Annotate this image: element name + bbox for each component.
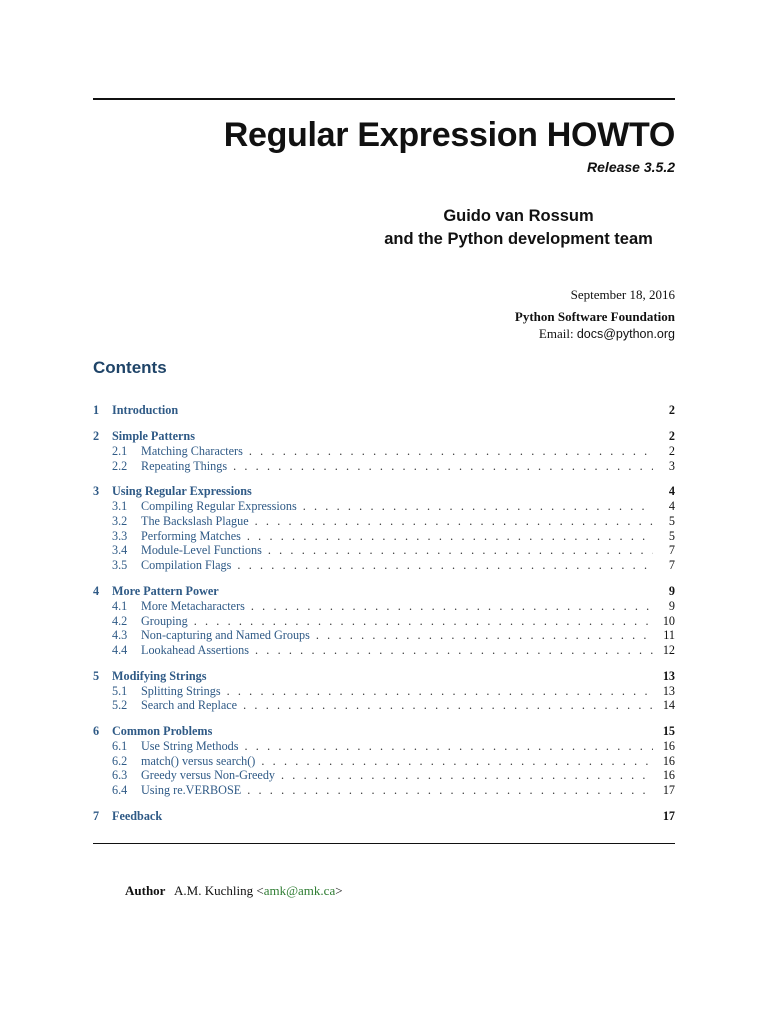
toc-chapter-number: 5 [93, 668, 100, 683]
toc-entry-chapter[interactable] [93, 669, 675, 684]
toc-entry-subsection[interactable] [93, 739, 675, 754]
toc-dot-leader [303, 499, 653, 514]
author-line [125, 883, 343, 899]
toc-page-number: 2 [668, 403, 675, 417]
toc-subsection-title[interactable]: Greedy versus Non-Greedy [141, 768, 276, 783]
toc-entry-subsection[interactable] [93, 558, 675, 573]
toc-page-number: 9 [668, 598, 675, 613]
toc-section [93, 484, 675, 572]
toc-section [93, 724, 675, 798]
toc-chapter-number: 7 [93, 808, 100, 823]
toc-subsection-title[interactable]: Splitting Strings [141, 683, 221, 698]
toc-dot-leader [245, 739, 654, 754]
toc-subsection-title[interactable]: Performing Matches [141, 528, 241, 543]
toc-entry-subsection[interactable] [93, 754, 675, 769]
toc-dot-leader [243, 698, 653, 713]
toc-page-number: 2 [668, 429, 675, 443]
toc-subsection-title[interactable]: Use String Methods [141, 738, 239, 753]
toc-entry-subsection[interactable] [93, 543, 675, 558]
toc-dot-leader [268, 543, 653, 558]
toc-page-number: 2 [668, 444, 675, 458]
toc-page-number: 5 [668, 514, 675, 529]
toc-page-number: 10 [662, 613, 675, 628]
title-block [224, 112, 675, 176]
toc-chapter-title[interactable]: Simple Patterns [112, 429, 195, 443]
top-rule [93, 98, 675, 100]
toc-subsection-title[interactable]: Compilation Flags [141, 558, 232, 573]
toc-entry-subsection[interactable] [93, 459, 675, 474]
toc-section [93, 403, 675, 418]
toc-page-number: 17 [662, 783, 675, 797]
toc-section [93, 809, 675, 824]
toc-dot-leader [237, 558, 653, 573]
toc-subsection-number: 2.2 [112, 458, 128, 473]
toc-chapter-title[interactable]: Introduction [112, 403, 179, 417]
bottom-rule [93, 843, 675, 844]
toc-subsection-title[interactable]: Module-Level Functions [141, 543, 262, 558]
toc-entry-chapter[interactable] [93, 809, 675, 824]
author-email-link[interactable]: amk@amk.ca [263, 883, 336, 898]
toc-entry-subsection[interactable] [93, 643, 675, 658]
document-title: Regular Expression HOWTO [223, 116, 675, 154]
toc-section [93, 584, 675, 658]
table-of-contents [93, 403, 675, 835]
toc-subsection-number: 3.2 [112, 514, 128, 529]
toc-subsection-number: 4.3 [112, 628, 128, 643]
toc-chapter-number: 3 [93, 484, 100, 499]
toc-subsection-title[interactable]: The Backslash Plague [141, 514, 249, 529]
toc-dot-leader [247, 783, 653, 798]
toc-section [93, 669, 675, 713]
toc-chapter-number: 6 [93, 723, 100, 738]
toc-dot-leader [233, 459, 653, 474]
toc-page-number: 12 [662, 642, 675, 657]
toc-chapter-title[interactable]: Feedback [112, 808, 163, 823]
toc-chapter-number: 2 [93, 429, 100, 443]
toc-subsection-title[interactable]: Using re.VERBOSE [141, 783, 242, 797]
author-email-open: < [256, 883, 264, 898]
toc-page-number: 15 [662, 723, 675, 738]
toc-entry-subsection[interactable] [93, 628, 675, 643]
toc-subsection-number: 6.3 [112, 768, 128, 783]
toc-page-number: 11 [663, 628, 675, 643]
toc-chapter-title[interactable]: Using Regular Expressions [112, 484, 252, 499]
toc-entry-subsection[interactable] [93, 684, 675, 699]
toc-entry-subsection[interactable] [93, 599, 675, 614]
organization: Python Software Foundation [514, 309, 675, 324]
toc-entry-subsection[interactable] [93, 444, 675, 459]
toc-subsection-title[interactable]: Non-capturing and Named Groups [141, 628, 310, 643]
toc-dot-leader [281, 768, 653, 783]
meta-block [515, 286, 675, 342]
toc-dot-leader [316, 628, 653, 643]
toc-subsection-title[interactable]: More Metacharacters [141, 598, 245, 613]
toc-subsection-title[interactable]: Compiling Regular Expressions [141, 499, 297, 514]
authors-line-1: Guido van Rossum [443, 207, 594, 225]
toc-page-number: 17 [662, 808, 675, 823]
toc-entry-chapter[interactable] [93, 403, 675, 418]
author-label: Author [125, 883, 166, 898]
toc-entry-subsection[interactable] [93, 514, 675, 529]
toc-subsection-number: 3.1 [112, 499, 128, 514]
toc-entry-chapter[interactable] [93, 484, 675, 499]
email-label: Email: [538, 326, 574, 341]
toc-page-number: 16 [662, 768, 675, 783]
toc-subsection-number: 4.2 [112, 613, 128, 628]
toc-page-number: 16 [662, 753, 675, 768]
toc-page-number: 4 [668, 499, 675, 514]
toc-dot-leader [261, 754, 653, 769]
toc-page-number: 13 [662, 683, 675, 698]
toc-page-number: 7 [668, 543, 675, 558]
toc-subsection-title[interactable]: Matching Characters [141, 444, 243, 458]
toc-subsection-number: 6.2 [112, 753, 128, 768]
toc-subsection-number: 3.5 [112, 558, 128, 573]
author-name: A.M. Kuchling [174, 883, 254, 898]
toc-page-number: 14 [662, 698, 675, 713]
toc-chapter-title[interactable]: More Pattern Power [112, 583, 219, 598]
toc-subsection-number: 2.1 [112, 444, 128, 458]
toc-subsection-title[interactable]: match() versus search() [141, 753, 256, 768]
email-line [515, 326, 675, 342]
toc-entry-subsection[interactable] [93, 783, 675, 798]
contents-heading: Contents [93, 358, 167, 377]
toc-dot-leader [255, 643, 653, 658]
toc-page-number: 9 [668, 583, 675, 598]
toc-page-number: 4 [668, 484, 675, 499]
toc-chapter-title[interactable]: Common Problems [112, 723, 213, 738]
toc-subsection-number: 6.4 [112, 783, 128, 797]
toc-chapter-number: 1 [93, 403, 100, 417]
author-email-close: > [335, 883, 343, 898]
toc-chapter-number: 4 [93, 583, 100, 598]
toc-dot-leader [227, 684, 653, 699]
toc-entry-chapter[interactable] [93, 724, 675, 739]
toc-dot-leader [255, 514, 653, 529]
toc-dot-leader [251, 599, 653, 614]
toc-page-number: 13 [662, 668, 675, 683]
toc-entry-subsection[interactable] [93, 768, 675, 783]
toc-subsection-title[interactable]: Grouping [141, 613, 188, 628]
toc-entry-chapter[interactable] [93, 429, 675, 444]
toc-subsection-title[interactable]: Repeating Things [141, 458, 228, 473]
toc-subsection-title[interactable]: Lookahead Assertions [141, 642, 249, 657]
toc-section [93, 429, 675, 473]
toc-subsection-title[interactable]: Search and Replace [141, 698, 238, 713]
toc-subsection-number: 5.1 [112, 683, 128, 698]
email-address[interactable]: docs@python.org [576, 327, 675, 341]
toc-page-number: 3 [668, 458, 675, 473]
toc-subsection-number: 4.4 [112, 642, 128, 657]
toc-entry-subsection[interactable] [93, 698, 675, 713]
toc-dot-leader [247, 529, 653, 544]
toc-entry-subsection[interactable] [93, 499, 675, 514]
toc-entry-subsection[interactable] [93, 614, 675, 629]
toc-page-number: 16 [662, 738, 675, 753]
toc-subsection-number: 6.1 [112, 738, 128, 753]
toc-page-number: 5 [668, 528, 675, 543]
authors-line-2: and the Python development team [384, 230, 653, 248]
toc-subsection-number: 5.2 [112, 698, 128, 713]
toc-dot-leader [249, 444, 653, 459]
release-label: Release 3.5.2 [587, 159, 675, 175]
toc-entry-chapter[interactable] [93, 584, 675, 599]
publication-date: September 18, 2016 [570, 287, 675, 302]
toc-page-number: 7 [668, 558, 675, 573]
toc-subsection-number: 4.1 [112, 598, 128, 613]
toc-subsection-number: 3.3 [112, 528, 128, 543]
toc-dot-leader [194, 614, 653, 629]
authors-block [346, 205, 691, 251]
toc-chapter-title[interactable]: Modifying Strings [112, 668, 207, 683]
toc-entry-subsection[interactable] [93, 529, 675, 544]
toc-subsection-number: 3.4 [112, 543, 128, 558]
